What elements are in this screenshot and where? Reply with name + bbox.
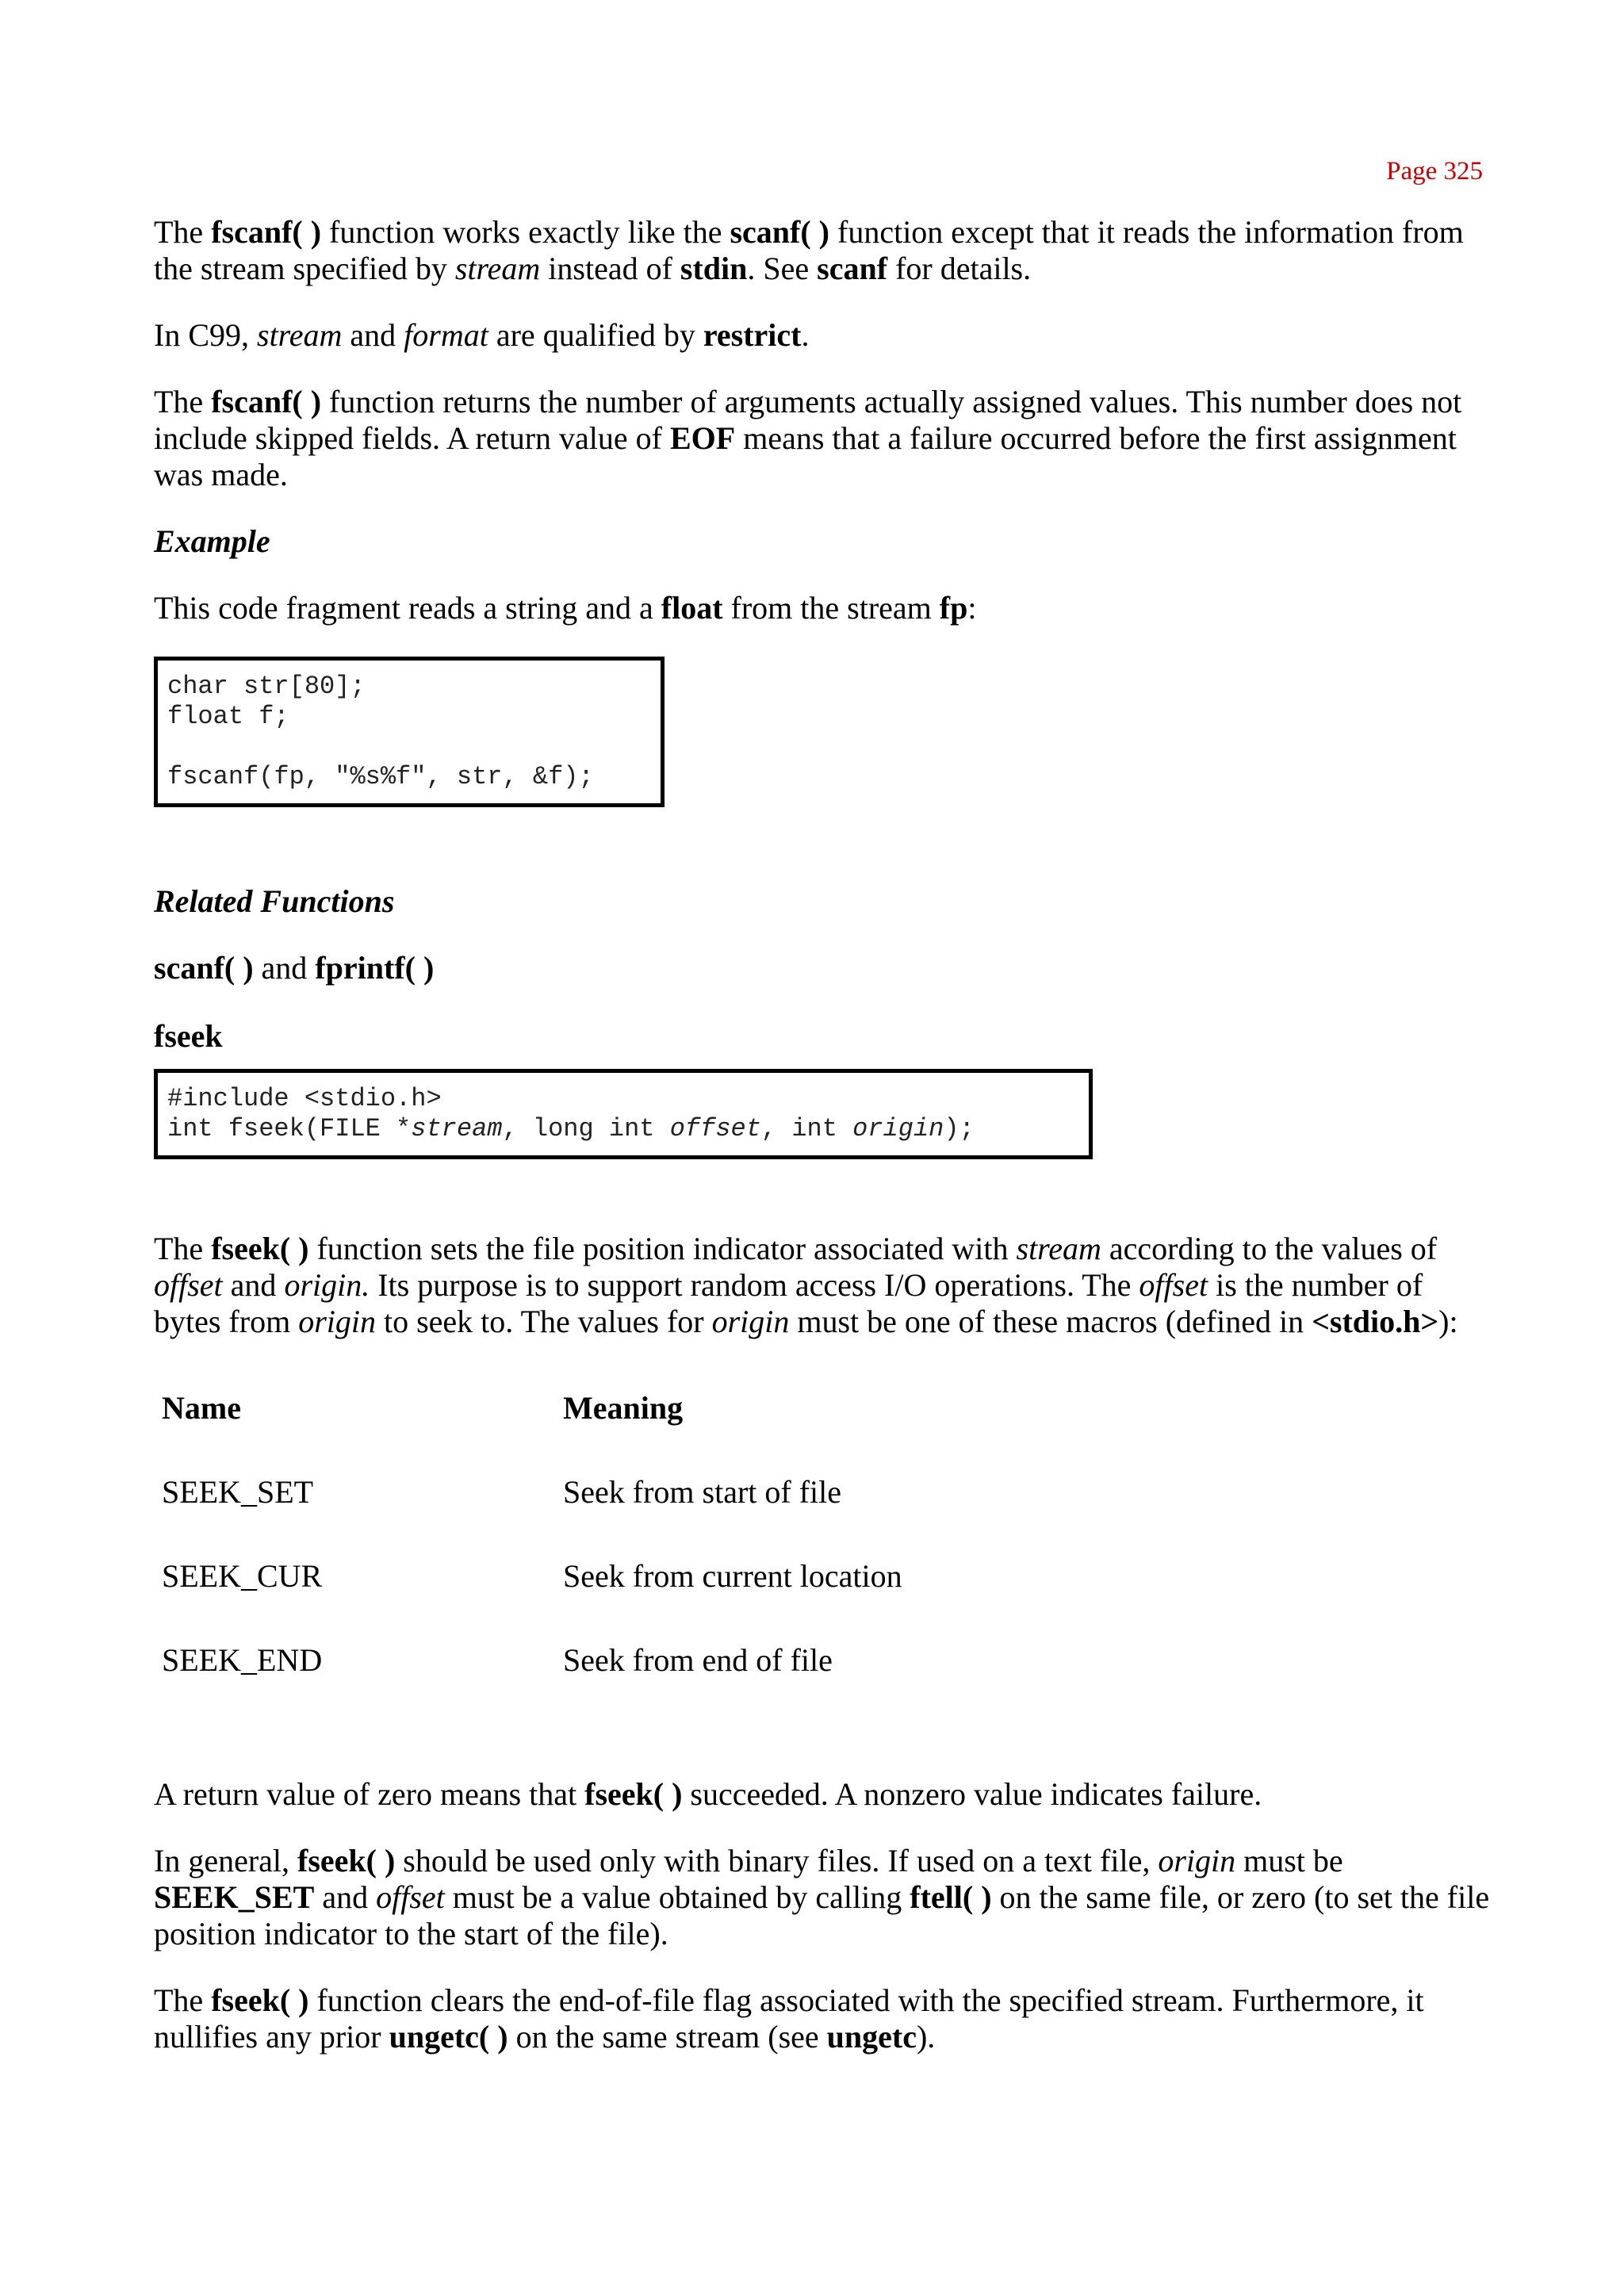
fseek-description [154, 1231, 1494, 1340]
fseek-heading: fseek [154, 1018, 223, 1054]
fseek-clears-eof [154, 1982, 1494, 2055]
text-run: ungetc( ) [389, 2019, 508, 2055]
text-run: from the stream [722, 590, 940, 626]
text-run: format [404, 317, 488, 353]
text-run: function sets the file position indicator associated with [308, 1231, 1017, 1266]
text-run: offset [1139, 1267, 1208, 1303]
example-code-block [154, 657, 665, 807]
fscanf-description [154, 214, 1494, 287]
text-run: stream [1016, 1231, 1101, 1266]
text-run: fseek( ) [584, 1776, 683, 1812]
text-run: SEEK_SET [154, 1879, 315, 1915]
text-run: Its purpose is to support random access I/O operations. The [370, 1267, 1139, 1303]
text-run: fprintf( ) [315, 950, 435, 986]
text-run: and [253, 950, 316, 986]
text-run: ); [944, 1114, 975, 1143]
page-content [154, 214, 1494, 2085]
text-run: ): [1438, 1304, 1458, 1339]
related-functions-list [154, 950, 1494, 986]
table-cell-meaning: Seek from current location [563, 1558, 902, 1594]
text-run: fscanf( ) [211, 214, 322, 250]
text-run: The [154, 1231, 212, 1266]
text-run: int fseek(FILE * [167, 1114, 412, 1143]
text-run: must be a value obtained by calling [444, 1879, 910, 1915]
text-run: fseek( ) [297, 1843, 396, 1878]
text-run: should be used only with binary files. If used on a text file, [395, 1843, 1159, 1878]
text-run: must be [1235, 1843, 1343, 1878]
table-cell-name: SEEK_CUR [162, 1558, 323, 1594]
table-row [162, 1557, 902, 1641]
table-cell-name: SEEK_SET [162, 1474, 314, 1510]
page-number: Page 325 [1386, 157, 1483, 186]
text-run: origin [852, 1114, 944, 1143]
text-run: offset [154, 1267, 223, 1303]
text-run: according to the values of [1101, 1231, 1438, 1266]
text-run: ). [916, 2019, 936, 2055]
table-row [162, 1641, 902, 1725]
fseek-prototype-block [154, 1069, 1093, 1159]
text-run: on the same stream (see [508, 2019, 827, 2055]
text-run: origin [298, 1304, 376, 1339]
text-run: . [801, 317, 810, 353]
text-run: fscanf(fp, "%s%f", str, &f); [167, 762, 594, 791]
text-run: In general, [154, 1843, 298, 1878]
text-run: fseek( ) [211, 1982, 309, 2018]
table-cell-meaning: Seek from end of file [563, 1642, 833, 1678]
text-run: ftell( ) [910, 1879, 992, 1915]
text-run: scanf [817, 251, 888, 286]
fscanf-c99-note [154, 317, 1494, 354]
text-run: , long int [502, 1114, 670, 1143]
fseek-return-value [154, 1776, 1494, 1813]
table-cell-meaning: Seek from start of file [563, 1474, 841, 1510]
text-run: on the same file, or zero (to set the file position indicator to the start of the file). [154, 1879, 1490, 1951]
text-run: stream [257, 317, 343, 353]
table-header-row [162, 1389, 902, 1473]
text-run: In C99, [154, 317, 257, 353]
text-run: The [154, 1982, 212, 2018]
table-header-name: Name [162, 1390, 241, 1426]
text-run: and [222, 1267, 285, 1303]
text-run: , int [760, 1114, 853, 1143]
table-cell-name: SEEK_END [162, 1642, 323, 1678]
fscanf-return-value [154, 384, 1494, 493]
example-heading: Example [154, 523, 270, 559]
text-run: offset [376, 1879, 445, 1915]
text-run: fseek( ) [211, 1231, 309, 1266]
text-run: stdin [680, 251, 748, 286]
table-header-meaning: Meaning [563, 1390, 684, 1426]
text-run: This code fragment reads a string and a [154, 590, 661, 626]
text-run: function clears the end-of-file flag associated with the specified stream. Furthermore, it nullifies any prior [154, 1982, 1424, 2055]
text-run: origin [711, 1304, 790, 1339]
text-run: scanf( ) [154, 950, 254, 986]
table-row [162, 1473, 902, 1557]
origin-macros-table [162, 1389, 902, 1725]
text-run: The [154, 214, 212, 250]
related-functions-heading: Related Functions [154, 883, 395, 919]
text-run: instead of [540, 251, 680, 286]
text-run: A return value of zero means that [154, 1776, 585, 1812]
text-run: succeeded. A nonzero value indicates failure. [682, 1776, 1262, 1812]
text-run: function except that it reads the information from the stream specified by [154, 214, 1464, 286]
text-run: and [314, 1879, 377, 1915]
text-run: char str[80]; [167, 672, 366, 701]
text-run: : [967, 590, 977, 626]
text-run: to seek to. The values for [375, 1304, 712, 1339]
text-run: means that a failure occurred before the first assignment was made. [154, 420, 1457, 492]
text-run: for details. [887, 251, 1032, 286]
text-run: #include <stdio.h> [167, 1084, 442, 1113]
text-run: float f; [167, 702, 289, 731]
text-run: and [342, 317, 404, 353]
text-run: <stdio.h> [1312, 1304, 1439, 1339]
text-run: fscanf( ) [211, 384, 322, 419]
text-run: is the number of bytes from [154, 1267, 1423, 1339]
text-run: stream [454, 251, 541, 286]
text-run: fp [939, 590, 968, 626]
text-run: function returns the number of arguments actually assigned values. This number does not include skipped fields. A return value of [154, 384, 1462, 456]
text-run: restrict [703, 317, 802, 353]
text-run: origin. [284, 1267, 370, 1303]
text-run: float [661, 590, 723, 626]
fseek-general-usage [154, 1843, 1494, 1952]
text-run: offset [669, 1114, 761, 1143]
text-run: scanf( ) [730, 214, 829, 250]
text-run: origin [1158, 1843, 1236, 1878]
text-run: EOF [669, 420, 736, 456]
text-run: . See [747, 251, 818, 286]
text-run: The [154, 384, 212, 419]
text-run: stream [411, 1114, 503, 1143]
example-intro [154, 590, 1494, 626]
text-run: must be one of these macros (defined in [789, 1304, 1312, 1339]
text-run: are qualified by [488, 317, 703, 353]
text-run: ungetc [826, 2019, 917, 2055]
text-run: function works exactly like the [321, 214, 730, 250]
